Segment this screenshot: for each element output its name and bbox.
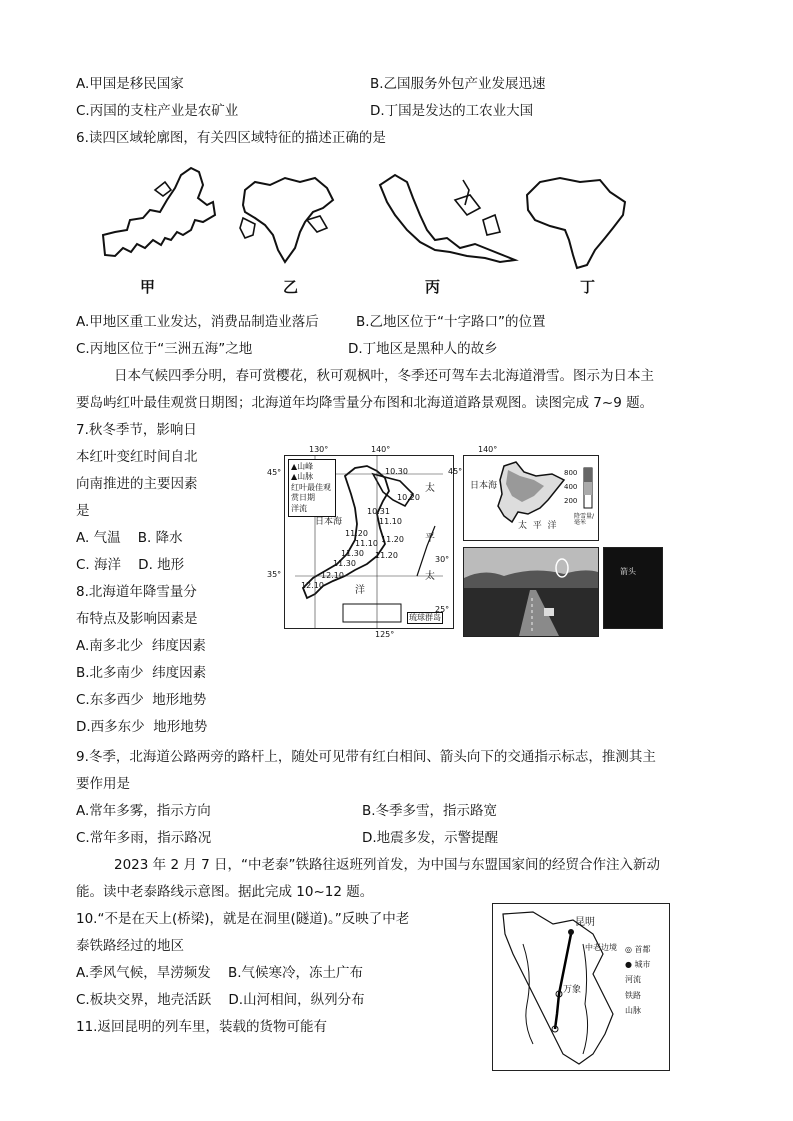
- q8-stem-2: 布特点及影响因素是: [76, 611, 198, 627]
- q8-stem-1: 8.北海道年降雪量分: [76, 584, 197, 600]
- arrow-sign-closeup: [603, 547, 663, 629]
- date-label: 11.30: [333, 559, 356, 568]
- q7-stem-1: 7.秋冬季节，影响日: [76, 422, 197, 438]
- q9-stem-1: 9.冬季，北海道公路两旁的路杆上，随处可见带有红白相间、箭头向下的交通指示标志，推测其主: [76, 749, 656, 765]
- date-label: 10.31: [367, 507, 390, 516]
- q6-option-b: B.乙地区位于“十字路口”的位置: [356, 314, 546, 330]
- q8-option-b: B.北多南少 纬度因素: [76, 665, 207, 681]
- hokkaido-ocean-label: 太 平 洋: [518, 521, 557, 531]
- lat-25-label: 25°: [435, 605, 450, 614]
- border-label: 中老边境: [585, 943, 617, 952]
- hokkaido-snow-map: [448, 445, 599, 541]
- date-label: 10.30: [385, 467, 408, 476]
- q9-option-c: C.常年多雨，指示路况: [76, 830, 212, 846]
- japan-map: [267, 445, 454, 639]
- q6-option-d: D.丁地区是黑种人的故乡: [348, 341, 498, 357]
- china-laos-thailand-rail-map: [492, 903, 670, 1071]
- region-outline-figure: [95, 160, 635, 275]
- q5-option-a: A.甲国是移民国家: [76, 76, 184, 92]
- lon-125-label: 125°: [375, 630, 395, 639]
- q6-stem: 6.读四区域轮廓图，有关四区域特征的描述正确的是: [76, 130, 386, 146]
- hokkaido-lon-label: 140°: [478, 445, 498, 454]
- region-label-bing: 丙: [425, 278, 441, 296]
- q7-stem-3: 向南推进的主要因素: [76, 476, 198, 492]
- japan-intro-line1: 日本气候四季分明，春可赏樱花，秋可观枫叶，冬季还可驾车去北海道滑雪。图示为日本主: [114, 368, 654, 384]
- inset-label: 琉球群岛: [409, 613, 441, 622]
- japan-map-legend: ▲山峰 ▲山脉 红叶最佳观赏日期 洋流: [288, 459, 336, 517]
- hokkaido-sea-label: 日本海: [470, 481, 498, 491]
- q5-option-b: B.乙国服务外包产业发展迅速: [370, 76, 546, 92]
- ocean-char: 洋: [355, 585, 365, 596]
- snow-scale-label: 800: [564, 469, 578, 477]
- date-label: 12.10: [301, 581, 324, 590]
- q8-option-c: C.东多西少 地形地势: [76, 692, 207, 708]
- date-label: 11.10: [379, 517, 402, 526]
- date-label: 10.20: [397, 493, 420, 502]
- outline-africa: [527, 178, 625, 268]
- rail-map-legend: ◎ 首都 ● 城市 河流 铁路 山脉: [625, 945, 651, 1015]
- q11-stem: 11.返回昆明的列车里，装载的货物可能有: [76, 1019, 327, 1035]
- q7-options-ab: A. 气温 B. 降水: [76, 530, 183, 546]
- hokkaido-lat-label: 45°: [448, 467, 463, 476]
- date-label: 11.20: [345, 529, 368, 538]
- q9-option-d: D.地震多发，示警提醒: [362, 830, 499, 846]
- q10-stem-2: 泰铁路经过的地区: [76, 938, 184, 954]
- date-label: 11.20: [381, 535, 404, 544]
- region-label-jia: 甲: [140, 278, 156, 296]
- q7-options-cd: C. 海洋 D. 地形: [76, 557, 185, 573]
- date-label: 11.30: [341, 549, 364, 558]
- date-label: 12.10: [321, 571, 344, 580]
- q10-options-ab: A.季风气候，旱涝频发 B.气候寒冷，冻土广布: [76, 965, 364, 981]
- lat-35-label: 35°: [267, 570, 282, 579]
- ocean-char: 太: [425, 571, 435, 582]
- date-label: 11.10: [355, 539, 378, 548]
- q6-option-c: C.丙地区位于“三洲五海”之地: [76, 341, 253, 357]
- q6-option-a: A.甲地区重工业发达，消费品制造业落后: [76, 314, 319, 330]
- outline-southeast-asia: [380, 175, 515, 262]
- lon-140-label: 140°: [371, 445, 391, 454]
- q8-option-d: D.西多东少 地形地势: [76, 719, 208, 735]
- region-label-yi: 乙: [283, 278, 299, 296]
- q8-option-a: A.南多北少 纬度因素: [76, 638, 206, 654]
- ocean-char: 平: [425, 533, 435, 544]
- lat-30-label: 30°: [435, 555, 450, 564]
- q5-option-c: C.丙国的支柱产业是农矿业: [76, 103, 239, 119]
- outline-europe: [103, 168, 215, 256]
- rail-intro-line2: 能。读中老泰路线示意图。据此完成 10~12 题。: [76, 884, 374, 900]
- snow-scale-label: 400: [564, 483, 578, 491]
- region-label-ding: 丁: [580, 278, 596, 296]
- q7-stem-2: 本红叶变红时间自北: [76, 449, 198, 465]
- q9-stem-2: 要作用是: [76, 776, 130, 792]
- ocean-char: 太: [425, 483, 435, 494]
- q9-option-b: B.冬季多雪，指示路宽: [362, 803, 498, 819]
- sea-label: 日本海: [315, 517, 343, 527]
- rail-intro-line1: 2023 年 2 月 7 日，“中老泰”铁路往返班列首发，为中国与东盟国家间的经贸合作注入新动: [114, 857, 660, 873]
- lon-130-label: 130°: [309, 445, 329, 454]
- outline-south-asia: [243, 178, 333, 262]
- hokkaido-road-photo: [463, 547, 599, 637]
- q10-options-cd: C.板块交界，地壳活跃 D.山河相间，纵列分布: [76, 992, 365, 1008]
- japan-intro-line2: 要岛屿红叶最佳观赏日期图；北海道年均降雪量分布图和北海道道路景观图。读图完成 7~9 题。: [76, 395, 654, 411]
- q10-stem-1: 10.“不是在天上(桥梁)，就是在洞里(隧道)。”反映了中老: [76, 911, 410, 927]
- city-kunming-label: 昆明: [575, 917, 595, 928]
- lat-45-label: 45°: [267, 468, 282, 477]
- city-vientiane-label: 万象: [563, 985, 582, 995]
- q9-option-a: A.常年多雾，指示方向: [76, 803, 211, 819]
- snow-unit-label: 降雪量/毫米: [574, 513, 595, 526]
- q5-option-d: D.丁国是发达的工农业大国: [370, 103, 534, 119]
- snow-scale-label: 200: [564, 497, 578, 505]
- date-label: 11.20: [375, 551, 398, 560]
- q7-stem-4: 是: [76, 503, 90, 519]
- arrow-sign-label: 箭头: [620, 567, 636, 576]
